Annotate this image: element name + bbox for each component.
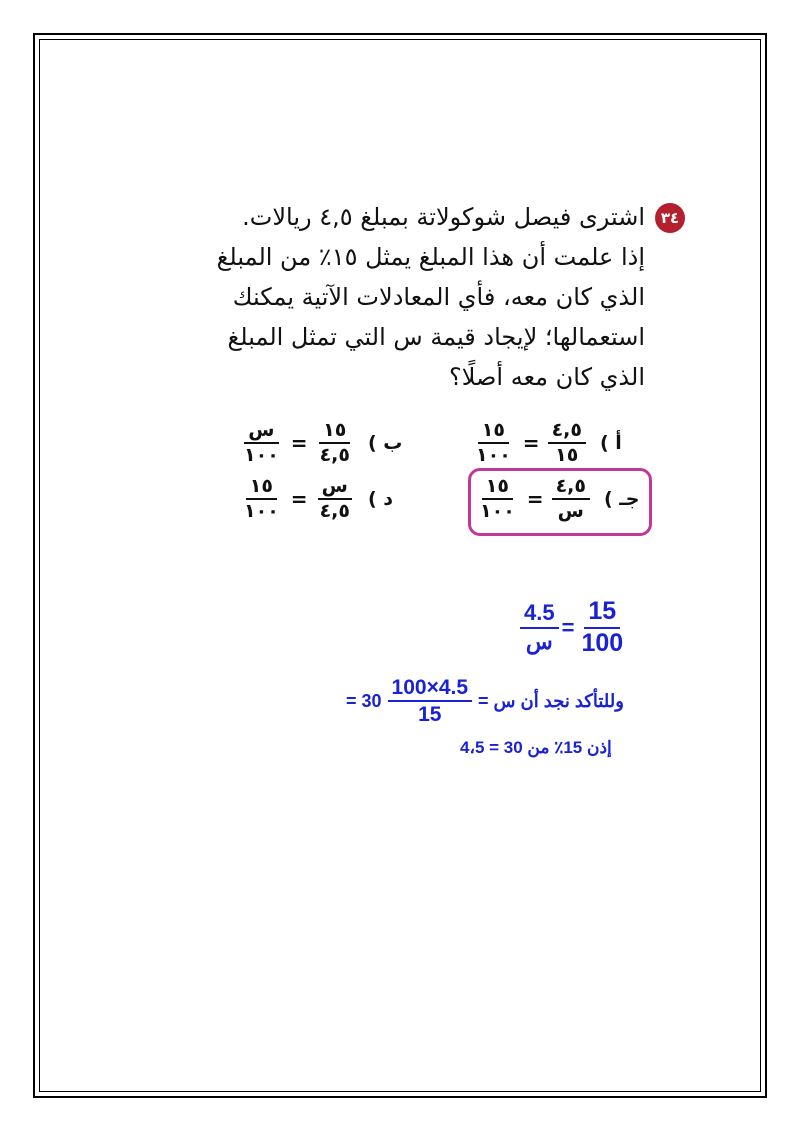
question-line: إذا علمت أن هذا المبلغ يمثل ١٥٪ من المبلغ	[216, 243, 645, 271]
solution-check	[346, 676, 624, 726]
solution-check-fraction: $\frac{100\times 4.5}{15}$	[388, 676, 473, 726]
solution-conclusion: إذن 15٪ من 30 = 4،5	[460, 738, 612, 757]
choice-b-left-fraction: $\frac{١٥}{٤,٥}$	[319, 419, 350, 466]
choice-d-label: د )	[367, 487, 394, 510]
choice-d[interactable]: $\frac{١٥}{١٠٠}$ = $\frac{\text{س}}{٤,٥}$ د )	[240, 476, 393, 522]
choice-d-right-fraction: $\frac{١٥}{١٠٠}$	[244, 475, 279, 522]
choice-c-right-fraction: $\frac{١٥}{١٠٠}$	[480, 475, 515, 522]
choice-b-label: ب )	[367, 431, 403, 454]
question-line: الذي كان معه أصلًا؟	[448, 363, 645, 391]
choice-c-label: جـ )	[603, 487, 640, 510]
solution-check-prefix: وللتأكد نجد أن س =	[478, 690, 624, 711]
question-number-badge: ٣٤	[655, 203, 685, 233]
question-text	[216, 197, 645, 397]
question-line: اشترى فيصل شوكولاتة بمبلغ ٤,٥ ريالات.	[242, 203, 645, 231]
solution-check-result: = 30	[346, 690, 382, 711]
question-line: استعمالها؛ لإيجاد قيمة س التي تمثل المبلغ	[227, 323, 645, 351]
choice-a-left-fraction: $\frac{٤,٥}{١٥}$	[548, 420, 586, 466]
solution-equation: $\frac{4.5}{\text{س}}$ = $\frac{15}{100}$	[520, 598, 627, 657]
choice-c[interactable]: $\frac{١٥}{١٠٠}$ = $\frac{٤,٥}{\text{س}}$ جـ )	[476, 476, 639, 522]
choice-a[interactable]: $\frac{١٥}{١٠٠}$ = $\frac{٤,٥}{١٥}$ أ )	[472, 420, 622, 466]
question-line: الذي كان معه، فأي المعادلات الآتية يمكنك	[232, 283, 645, 311]
choice-d-left-fraction: $\frac{\text{س}}{٤,٥}$	[319, 475, 350, 522]
choice-b[interactable]: $\frac{\text{س}}{١٠٠}$ = $\frac{١٥}{٤,٥}$ ب )	[240, 420, 402, 466]
choice-c-left-fraction: $\frac{٤,٥}{\text{س}}$	[552, 476, 590, 522]
solution-left-fraction: $\frac{4.5}{\text{س}}$	[520, 601, 559, 653]
choice-a-right-fraction: $\frac{١٥}{١٠٠}$	[476, 419, 511, 466]
choice-b-right-fraction: $\frac{\text{س}}{١٠٠}$	[244, 419, 279, 466]
choice-a-label: أ )	[599, 431, 622, 454]
solution-right-fraction: $\frac{15}{100}$	[581, 597, 624, 657]
